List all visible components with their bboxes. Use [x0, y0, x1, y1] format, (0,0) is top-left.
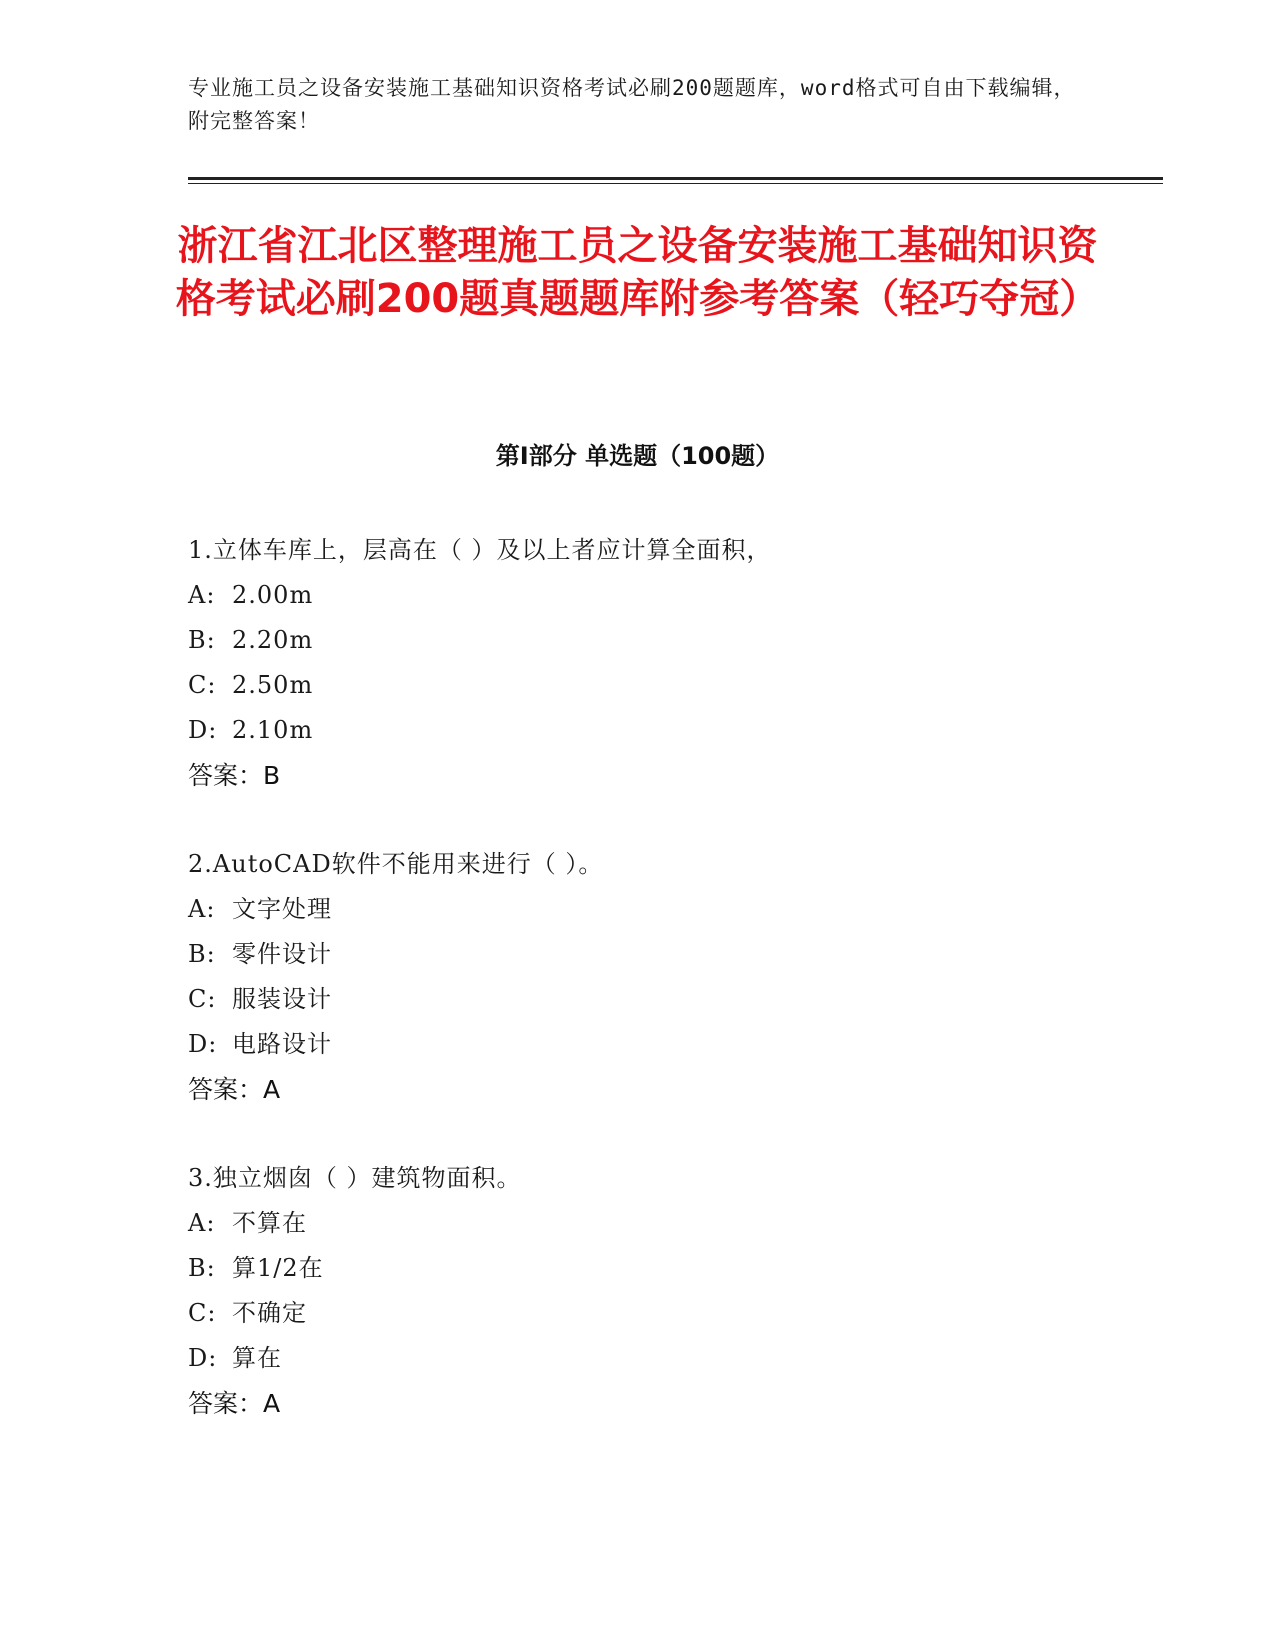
option-d [188, 1336, 1148, 1381]
option-text: 算在 [232, 1344, 282, 1372]
option-key: A: [188, 1209, 216, 1237]
option-text: 零件设计 [232, 940, 332, 968]
option-c [188, 663, 1148, 708]
option-key: D: [188, 1344, 218, 1372]
option-key: B: [188, 626, 216, 654]
option-key: C: [188, 1299, 217, 1327]
question-item [188, 1156, 1148, 1426]
option-b [188, 618, 1148, 663]
header-note: 专业施工员之设备安装施工基础知识资格考试必刷200题题库，word格式可自由下载编辑，附完整答案！ [188, 76, 1076, 133]
option-text: 文字处理 [232, 895, 332, 923]
question-stem: 1.立体车库上，层高在（ ）及以上者应计算全面积， [188, 536, 772, 564]
option-c [188, 977, 1148, 1022]
option-b [188, 1246, 1148, 1291]
option-d [188, 1022, 1148, 1067]
question-list [188, 528, 1148, 1470]
option-key: A: [188, 581, 216, 609]
option-key: C: [188, 671, 217, 699]
question-stem: 3.独立烟囱（ ）建筑物面积。 [188, 1164, 522, 1192]
question-stem: 2.AutoCAD软件不能用来进行（ ）。 [188, 850, 604, 878]
option-b [188, 932, 1148, 977]
section-heading: 第Ⅰ部分 单选题（100题） [495, 442, 780, 470]
option-a [188, 887, 1148, 932]
option-a [188, 1201, 1148, 1246]
option-c [188, 1291, 1148, 1336]
option-key: D: [188, 716, 218, 744]
question-item [188, 528, 1148, 798]
question-answer: 答案：B [188, 761, 281, 790]
option-text: 不确定 [232, 1299, 307, 1327]
option-key: B: [188, 1254, 216, 1282]
option-a [188, 573, 1148, 618]
header-divider-thin [188, 183, 1163, 184]
option-text: 2.10m [232, 716, 314, 744]
question-answer: 答案：A [188, 1389, 281, 1418]
option-key: B: [188, 940, 216, 968]
option-text: 服装设计 [232, 985, 332, 1013]
option-key: D: [188, 1030, 218, 1058]
option-d [188, 708, 1148, 753]
option-key: C: [188, 985, 217, 1013]
option-text: 不算在 [232, 1209, 307, 1237]
option-text: 2.20m [232, 626, 314, 654]
option-key: A: [188, 895, 216, 923]
header-divider-thick [188, 177, 1163, 180]
question-item [188, 842, 1148, 1112]
option-text: 2.00m [232, 581, 314, 609]
option-text: 算1/2在 [232, 1254, 324, 1282]
option-text: 2.50m [232, 671, 314, 699]
question-answer: 答案：A [188, 1075, 281, 1104]
document-title: 浙江省江北区整理施工员之设备安装施工基础知识资格考试必刷200题真题题库附参考答案（轻巧夺冠） [175, 223, 1100, 322]
option-text: 电路设计 [232, 1030, 332, 1058]
